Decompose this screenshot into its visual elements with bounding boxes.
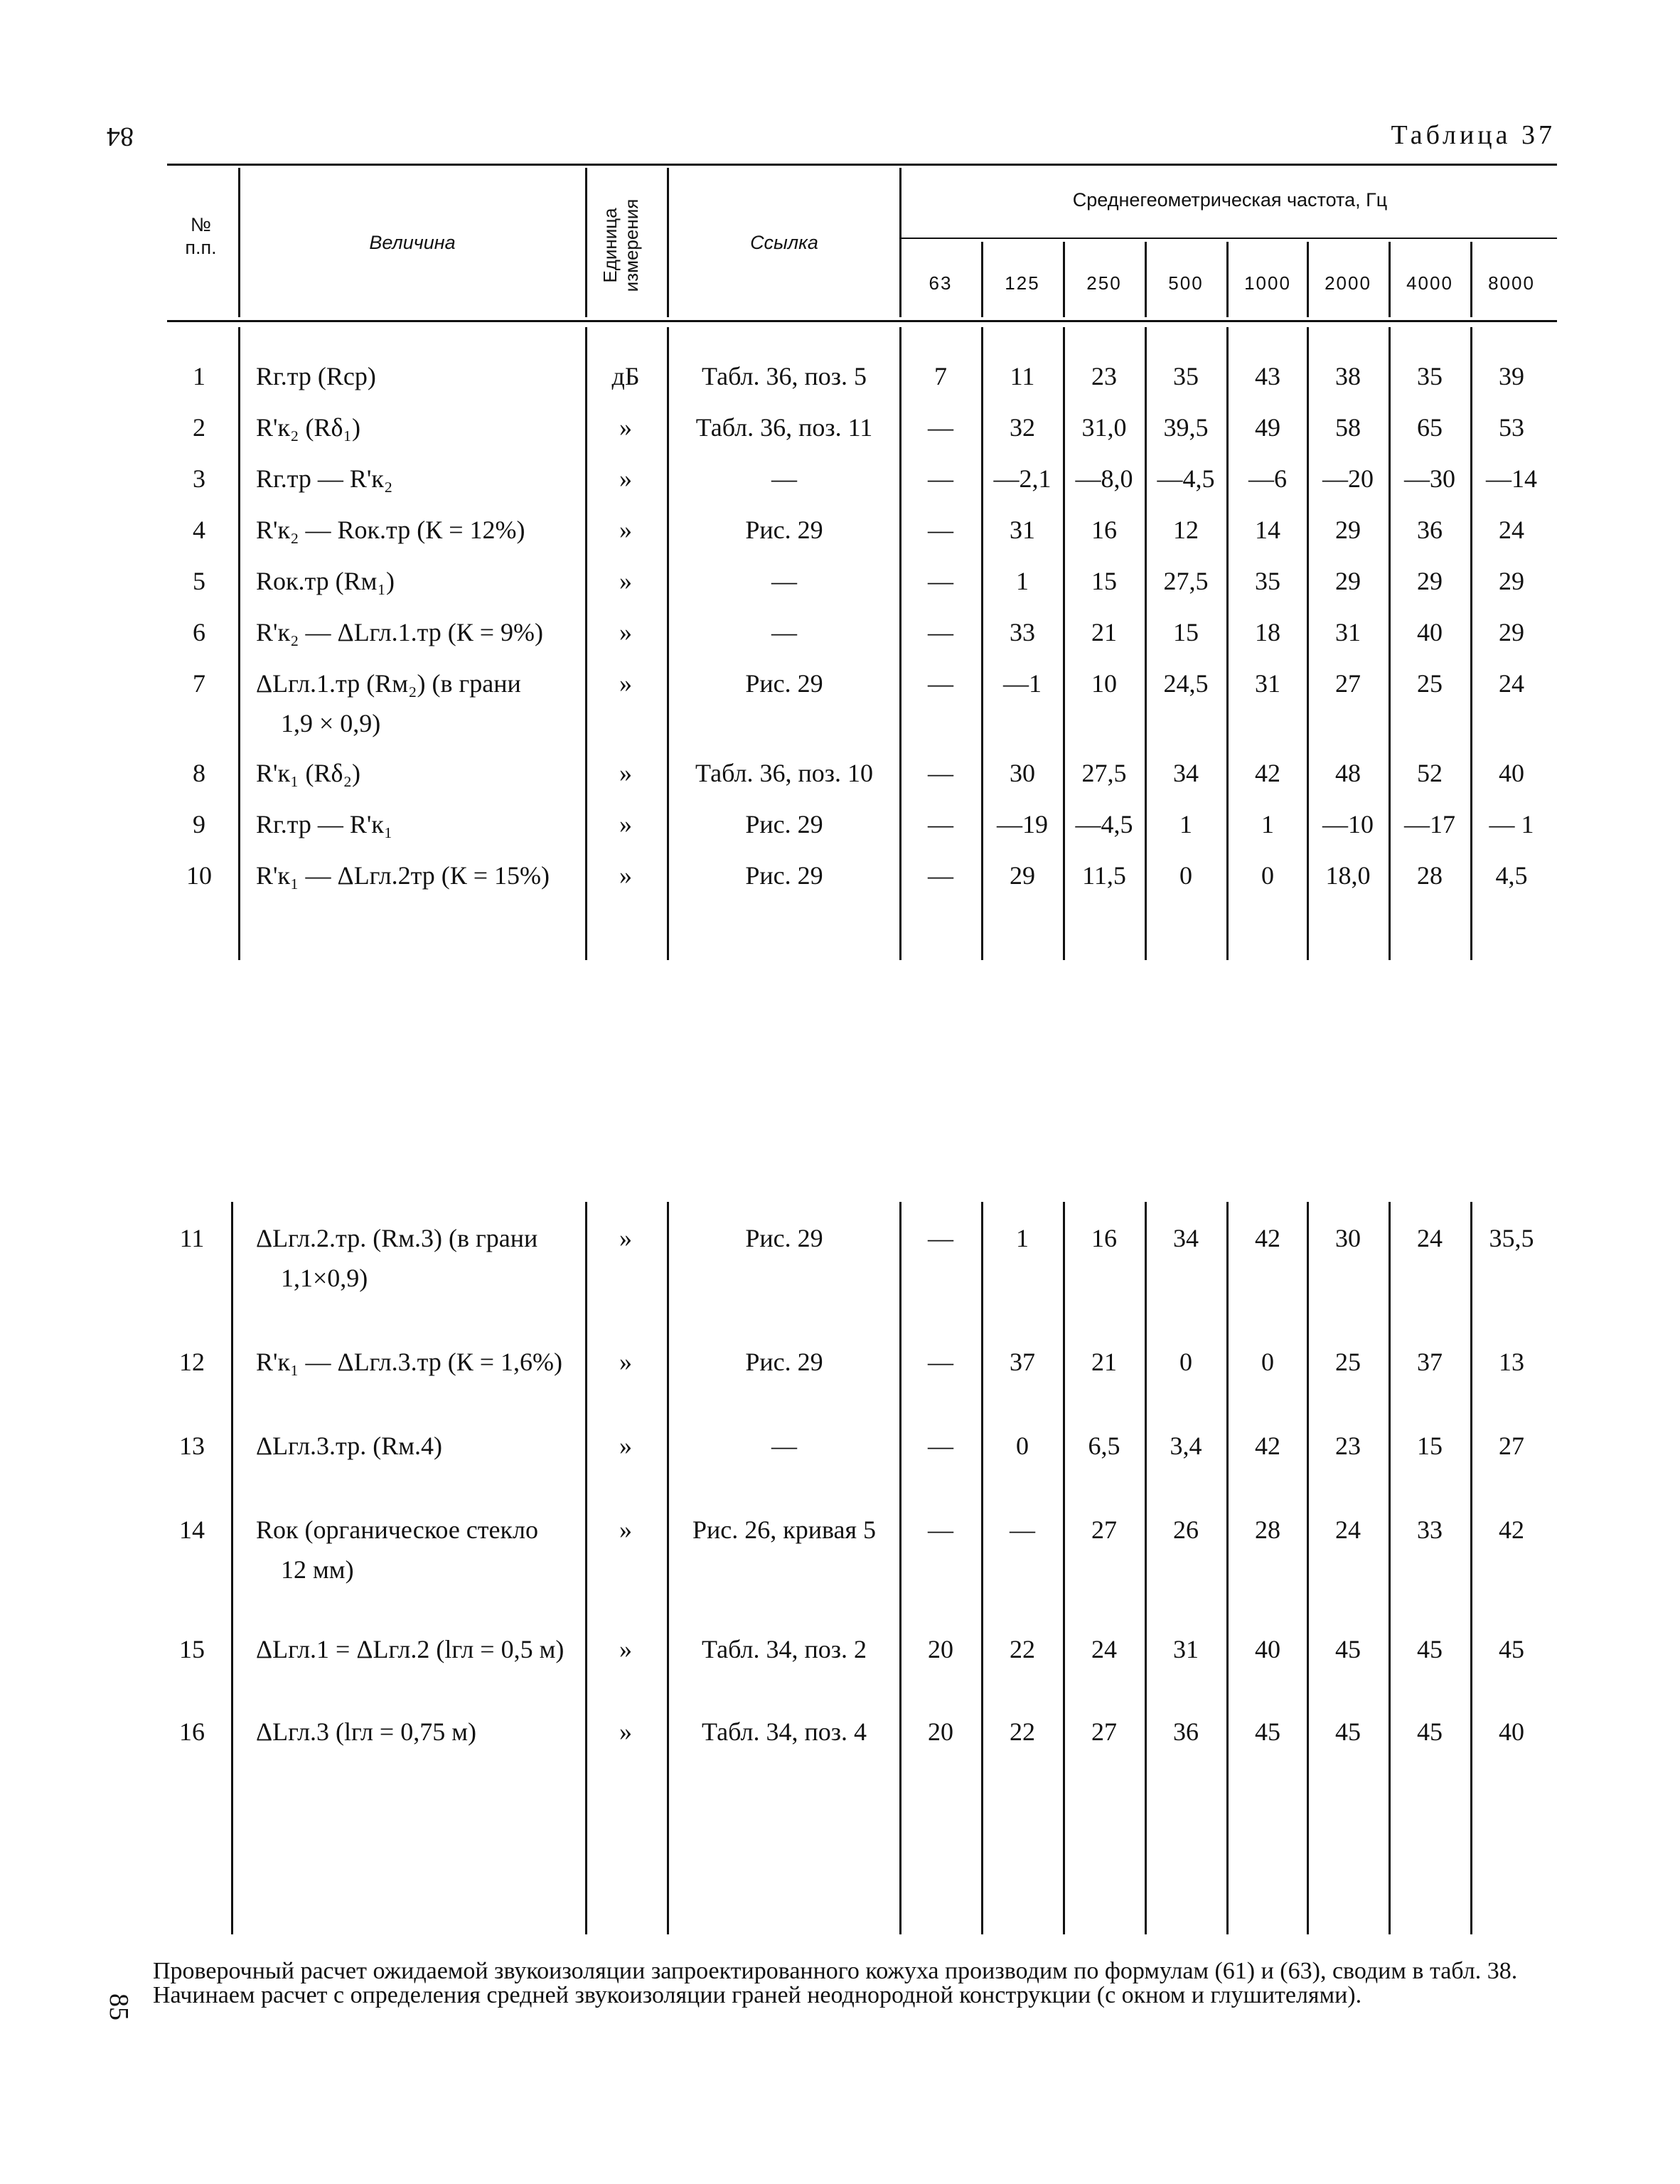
row-number: 10 [186, 861, 212, 890]
reference-cell: Табл. 36, поз. 10 [695, 759, 873, 787]
value-cell: 45 [1335, 1635, 1361, 1663]
reference-cell: Рис. 29 [745, 1224, 823, 1252]
row-number: 6 [193, 618, 205, 646]
value-cell: 20 [928, 1717, 953, 1746]
value-cell: 48 [1335, 759, 1361, 787]
row-number: 11 [179, 1224, 205, 1252]
value-cell: 29 [1010, 861, 1035, 890]
unit-cell: » [619, 413, 632, 442]
value-cell: 40 [1255, 1635, 1280, 1663]
value-cell: 39 [1499, 362, 1524, 390]
quantity-cell: R'к₁ — ΔLгл.3.тр (К = 1,6%) [256, 1348, 563, 1376]
value-cell: 31 [1173, 1635, 1199, 1663]
value-cell: 26 [1173, 1516, 1199, 1544]
column-divider [667, 1202, 669, 1934]
value-cell: 34 [1173, 759, 1199, 787]
reference-cell: Табл. 34, поз. 4 [702, 1717, 867, 1746]
value-cell: 31 [1010, 516, 1035, 544]
unit-cell: » [619, 759, 632, 787]
value-cell: 33 [1010, 618, 1035, 646]
header-divider [238, 168, 240, 317]
value-cell: — [928, 618, 953, 646]
value-cell: — [928, 861, 953, 890]
value-cell: 35 [1173, 362, 1199, 390]
value-cell: 40 [1499, 759, 1524, 787]
unit-cell: » [619, 861, 632, 890]
value-cell: 29 [1417, 567, 1443, 595]
value-cell: 45 [1335, 1717, 1361, 1746]
reference-cell: Табл. 34, поз. 2 [702, 1635, 867, 1663]
value-cell: —8,0 [1075, 464, 1133, 493]
table-title: Таблица 37 [1391, 120, 1556, 150]
row-number: 2 [193, 413, 205, 442]
reference-cell: — [771, 1432, 797, 1460]
value-cell: 52 [1417, 759, 1443, 787]
value-cell: 39,5 [1163, 413, 1209, 442]
value-cell: — [928, 464, 953, 493]
quantity-cell: R'к₂ — ΔLгл.1.тр (К = 9%) [256, 618, 544, 646]
footer-paragraph: Проверочный расчет ожидаемой звукоизоляции запроектированного кожуха производим по формулам (61) и (63), сводим в табл. 38. Начинаем расчет с определения средней звукоизоляции граней неоднородной конструкции (с окном и глушителями). [153, 1958, 1518, 2008]
value-cell: 10 [1091, 669, 1117, 698]
reference-cell: — [771, 618, 797, 646]
value-cell: 42 [1499, 1516, 1524, 1544]
value-cell: 24 [1499, 669, 1524, 698]
unit-cell: » [619, 1224, 632, 1252]
value-cell: —1 [1003, 669, 1042, 698]
header-divider [899, 168, 901, 317]
freq-63: 63 [929, 272, 953, 294]
reference-cell: Рис. 29 [745, 861, 823, 890]
reference-cell: — [771, 464, 797, 493]
unit-cell: » [619, 464, 632, 493]
value-cell: — [928, 567, 953, 595]
page-number-left: 84 [107, 122, 134, 151]
value-cell: — [928, 1224, 953, 1252]
value-cell: 36 [1417, 516, 1443, 544]
header-divider [585, 168, 587, 317]
value-cell: 27 [1499, 1432, 1524, 1460]
quantity-cell: R'к₁ — ΔLгл.2тр (К = 15%) [256, 861, 550, 890]
quantity-cell: ΔLгл.1.тр (Rм₂) (в грани [256, 669, 521, 698]
value-cell: 49 [1255, 413, 1280, 442]
value-cell: —4,5 [1157, 464, 1215, 493]
value-cell: 35 [1255, 567, 1280, 595]
reference-cell: Табл. 36, поз. 5 [702, 362, 867, 390]
value-cell: 24,5 [1163, 669, 1209, 698]
value-cell: 20 [928, 1635, 953, 1663]
column-divider [585, 1202, 587, 1934]
quantity-cell-cont: 1,1×0,9) [281, 1264, 368, 1292]
header-num: № п.п. [185, 214, 217, 258]
value-cell: 0 [1179, 1348, 1192, 1376]
value-cell: 37 [1010, 1348, 1035, 1376]
value-cell: —2,1 [993, 464, 1052, 493]
value-cell: — [928, 1432, 953, 1460]
column-divider [585, 327, 587, 960]
value-cell: 38 [1335, 362, 1361, 390]
value-cell: 18,0 [1325, 861, 1371, 890]
row-number: 1 [193, 362, 205, 390]
value-cell: 53 [1499, 413, 1524, 442]
quantity-cell-cont: 1,9 × 0,9) [281, 709, 381, 737]
value-cell: 45 [1499, 1635, 1524, 1663]
quantity-cell: ΔLгл.1 = ΔLгл.2 (lгл = 0,5 м) [256, 1635, 565, 1663]
unit-cell: » [619, 1635, 632, 1663]
value-cell: —14 [1486, 464, 1537, 493]
quantity-cell: R'к₂ — Rок.тр (К = 12%) [256, 516, 525, 544]
value-cell: —30 [1404, 464, 1455, 493]
value-cell: 24 [1499, 516, 1524, 544]
column-divider [1470, 1202, 1472, 1934]
value-cell: 29 [1335, 567, 1361, 595]
value-cell: 30 [1010, 759, 1035, 787]
column-divider [1389, 1202, 1391, 1934]
value-cell: 40 [1499, 1717, 1524, 1746]
value-cell: — [928, 1348, 953, 1376]
value-cell: 0 [1261, 861, 1274, 890]
value-cell: 3,4 [1170, 1432, 1202, 1460]
value-cell: 33 [1417, 1516, 1443, 1544]
value-cell: 16 [1091, 1224, 1117, 1252]
value-cell: 1 [1261, 810, 1274, 838]
unit-cell: дБ [611, 362, 640, 390]
table-top-rule [167, 164, 1557, 166]
quantity-cell: Rг.тр — R'к₁ [256, 810, 393, 838]
value-cell: 34 [1173, 1224, 1199, 1252]
value-cell: 27 [1091, 1717, 1117, 1746]
freq-4000: 4000 [1406, 272, 1453, 294]
value-cell: 25 [1417, 669, 1443, 698]
unit-cell: » [619, 669, 632, 698]
reference-cell: Рис. 29 [745, 516, 823, 544]
value-cell: 27 [1335, 669, 1361, 698]
value-cell: 4,5 [1495, 861, 1528, 890]
column-divider [899, 1202, 901, 1934]
value-cell: 21 [1091, 618, 1117, 646]
column-divider [1307, 1202, 1309, 1934]
value-cell: 30 [1335, 1224, 1361, 1252]
unit-cell: » [619, 516, 632, 544]
value-cell: 25 [1335, 1348, 1361, 1376]
header-freq-group: Среднегеометрическая частота, Гц [1072, 189, 1388, 211]
value-cell: 31 [1335, 618, 1361, 646]
freq-2000: 2000 [1325, 272, 1371, 294]
value-cell: 1 [1016, 567, 1029, 595]
unit-cell: » [619, 1516, 632, 1544]
reference-cell: — [771, 567, 797, 595]
freq-125: 125 [1005, 272, 1040, 294]
value-cell: 27 [1091, 1516, 1117, 1544]
value-cell: 42 [1255, 1224, 1280, 1252]
value-cell: 22 [1010, 1635, 1035, 1663]
value-cell: 23 [1335, 1432, 1361, 1460]
value-cell: 37 [1417, 1348, 1443, 1376]
row-number: 5 [193, 567, 205, 595]
row-number: 16 [179, 1717, 205, 1746]
value-cell: —6 [1248, 464, 1287, 493]
value-cell: 42 [1255, 1432, 1280, 1460]
header-bottom-rule [167, 320, 1557, 322]
value-cell: 15 [1091, 567, 1117, 595]
value-cell: 0 [1261, 1348, 1274, 1376]
quantity-cell: Rг.тр — R'к₂ [256, 464, 393, 493]
reference-cell: Рис. 29 [745, 1348, 823, 1376]
value-cell: 65 [1417, 413, 1443, 442]
value-cell: 29 [1499, 567, 1524, 595]
value-cell: 36 [1173, 1717, 1199, 1746]
quantity-cell: Rок (органическое стекло [256, 1516, 538, 1544]
value-cell: 40 [1417, 618, 1443, 646]
value-cell: 27,5 [1081, 759, 1127, 787]
freq-group-rule [899, 238, 1557, 239]
column-divider [231, 1202, 233, 1934]
unit-cell: » [619, 810, 632, 838]
row-number: 15 [179, 1635, 205, 1663]
value-cell: 24 [1335, 1516, 1361, 1544]
value-cell: 15 [1173, 618, 1199, 646]
value-cell: 11,5 [1082, 861, 1126, 890]
value-cell: 45 [1417, 1717, 1443, 1746]
value-cell: 1 [1179, 810, 1192, 838]
value-cell: —4,5 [1075, 810, 1133, 838]
value-cell: — [1010, 1516, 1035, 1544]
unit-cell: » [619, 567, 632, 595]
header-unit: Единица измерения [599, 198, 642, 292]
value-cell: — [928, 413, 953, 442]
reference-cell: Рис. 29 [745, 669, 823, 698]
row-number: 9 [193, 810, 205, 838]
value-cell: 6,5 [1088, 1432, 1120, 1460]
freq-250: 250 [1086, 272, 1122, 294]
quantity-cell-cont: 12 мм) [281, 1555, 354, 1584]
value-cell: —20 [1322, 464, 1374, 493]
row-number: 4 [193, 516, 205, 544]
value-cell: — 1 [1489, 810, 1534, 838]
quantity-cell: ΔLгл.3 (lгл = 0,75 м) [256, 1717, 477, 1746]
value-cell: 45 [1417, 1635, 1443, 1663]
value-cell: 22 [1010, 1717, 1035, 1746]
header-quantity: Величина [369, 232, 456, 253]
unit-cell: » [619, 1717, 632, 1746]
reference-cell: Рис. 29 [745, 810, 823, 838]
column-divider [1226, 1202, 1229, 1934]
quantity-cell: R'к₂ (Rδ₁) [256, 413, 361, 442]
value-cell: 32 [1010, 413, 1035, 442]
value-cell: 24 [1417, 1224, 1443, 1252]
freq-1000: 1000 [1244, 272, 1291, 294]
quantity-cell: ΔLгл.3.тр. (Rм.4) [256, 1432, 442, 1460]
value-cell: — [928, 810, 953, 838]
reference-cell: Табл. 36, поз. 11 [695, 413, 873, 442]
value-cell: 28 [1255, 1516, 1280, 1544]
value-cell: 24 [1091, 1635, 1117, 1663]
header-reference: Ссылка [750, 232, 818, 253]
value-cell: 16 [1091, 516, 1117, 544]
value-cell: — [928, 759, 953, 787]
header-divider [667, 168, 669, 317]
reference-cell: Рис. 26, кривая 5 [692, 1516, 877, 1544]
value-cell: —10 [1322, 810, 1374, 838]
row-number: 14 [179, 1516, 205, 1544]
value-cell: 45 [1255, 1717, 1280, 1746]
value-cell: 0 [1179, 861, 1192, 890]
value-cell: 29 [1499, 618, 1524, 646]
value-cell: 58 [1335, 413, 1361, 442]
value-cell: 14 [1255, 516, 1280, 544]
column-divider [1145, 1202, 1147, 1934]
row-number: 12 [179, 1348, 205, 1376]
quantity-cell: ΔLгл.2.тр. (Rм.3) (в грани [256, 1224, 538, 1252]
quantity-cell: R'к₁ (Rδ₂) [256, 759, 361, 787]
column-divider [238, 327, 240, 960]
quantity-cell: Rг.тр (Rср) [256, 362, 376, 390]
value-cell: 31,0 [1081, 413, 1127, 442]
quantity-cell: Rок.тр (Rм₁) [256, 567, 395, 595]
value-cell: 0 [1016, 1432, 1029, 1460]
value-cell: 23 [1091, 362, 1117, 390]
value-cell: 1 [1016, 1224, 1029, 1252]
page-number-right: 85 [104, 1993, 134, 2020]
value-cell: 12 [1173, 516, 1199, 544]
unit-cell: » [619, 618, 632, 646]
column-divider [981, 1202, 983, 1934]
row-number: 8 [193, 759, 205, 787]
freq-8000: 8000 [1488, 272, 1535, 294]
value-cell: 15 [1417, 1432, 1443, 1460]
value-cell: 43 [1255, 362, 1280, 390]
value-cell: 42 [1255, 759, 1280, 787]
value-cell: —19 [997, 810, 1048, 838]
value-cell: 31 [1255, 669, 1280, 698]
value-cell: — [928, 1516, 953, 1544]
value-cell: 28 [1417, 861, 1443, 890]
value-cell: 21 [1091, 1348, 1117, 1376]
value-cell: — [928, 516, 953, 544]
row-number: 7 [193, 669, 205, 698]
value-cell: 27,5 [1163, 567, 1209, 595]
freq-500: 500 [1168, 272, 1204, 294]
column-divider [1063, 1202, 1065, 1934]
value-cell: 35,5 [1489, 1224, 1534, 1252]
row-number: 3 [193, 464, 205, 493]
value-cell: 13 [1499, 1348, 1524, 1376]
value-cell: 11 [1010, 362, 1035, 390]
unit-cell: » [619, 1432, 632, 1460]
value-cell: 35 [1417, 362, 1443, 390]
value-cell: 18 [1255, 618, 1280, 646]
value-cell: 7 [934, 362, 947, 390]
value-cell: — [928, 669, 953, 698]
row-number: 13 [179, 1432, 205, 1460]
unit-cell: » [619, 1348, 632, 1376]
value-cell: —17 [1404, 810, 1455, 838]
value-cell: 29 [1335, 516, 1361, 544]
